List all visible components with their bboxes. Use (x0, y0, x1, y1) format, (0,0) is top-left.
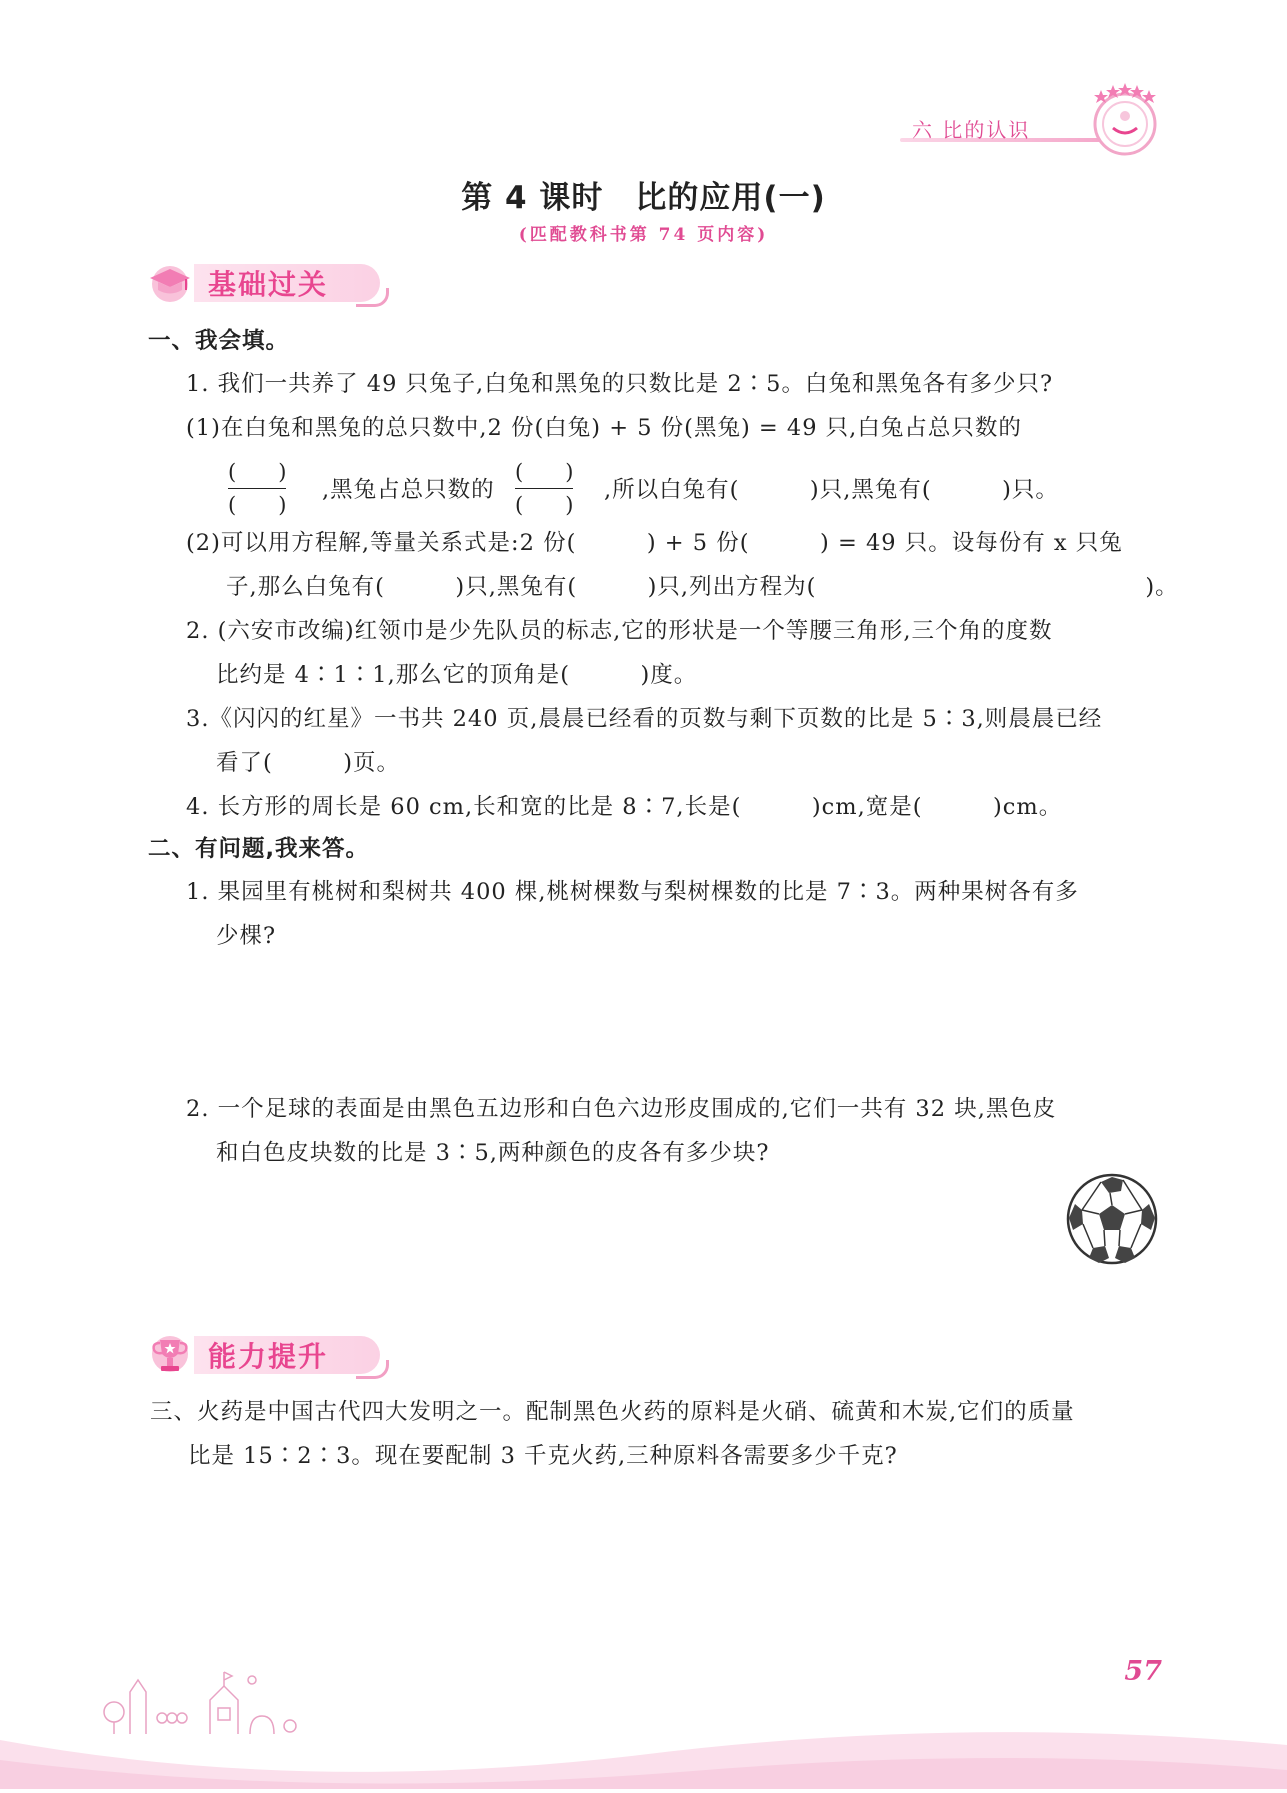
part1-q1-2-line2: 子,那么白兔有( )只,黑兔有( )只,列出方程为( )。 (226, 574, 1179, 600)
fraction-blank-white[interactable]: ( ) ( ) (228, 460, 287, 517)
part2-q1-line1: 1. 果园里有桃树和梨树共 400 棵,桃树棵数与梨树棵数的比是 7∶3。两种果树各有多 (186, 879, 1079, 905)
section-title-advanced: 能力提升 (208, 1340, 329, 1373)
part1-q2-line2: 比约是 4∶1∶1,那么它的顶角是( )度。 (216, 662, 698, 688)
part1-q3-line1: 3.《闪闪的红星》一书共 240 页,晨晨已经看的页数与剩下页数的比是 5∶3,则晨晨已经 (186, 706, 1103, 732)
part3-line2: 比是 15∶2∶3。现在要配制 3 千克火药,三种原料各需要多少千克? (188, 1443, 898, 1469)
part2-q2-line2: 和白色皮块数的比是 3∶5,两种颜色的皮各有多少块? (216, 1140, 770, 1166)
part1-heading: 一、我会填。 (148, 328, 290, 354)
part1-q1-1-line2a: ,黑兔占总只数的 (322, 477, 495, 503)
graduation-cap-icon (146, 260, 194, 304)
part1-q1-2-line1: (2)可以用方程解,等量关系式是:2 份( ) + 5 份( ) = 49 只。设每份有 x 只兔 (186, 530, 1123, 556)
part1-q1: 1. 我们一共养了 49 只兔子,白兔和黑兔的只数比是 2∶5。白兔和黑兔各有多少只? (186, 371, 1054, 397)
soccer-ball-icon (1065, 1172, 1159, 1266)
chapter-tag-label: 六 比的认识 (912, 118, 1031, 142)
part1-q4: 4. 长方形的周长是 60 cm,长和宽的比是 8∶7,长是( )cm,宽是( )cm。 (186, 794, 1063, 820)
section-title-basic: 基础过关 (208, 268, 329, 301)
part1-q1-1-line2b: ,所以白兔有( )只,黑兔有( )只。 (604, 477, 1059, 503)
brand-badge-icon (1085, 80, 1165, 160)
page-number: 57 (1124, 1656, 1162, 1687)
part3-line1: 三、火药是中国古代四大发明之一。配制黑色火药的原料是火硝、硫黄和木炭,它们的质量 (150, 1399, 1075, 1425)
section-banner-advanced (146, 1330, 386, 1378)
fraction-blank-black[interactable]: ( ) ( ) (515, 460, 574, 517)
part1-q2-line1: 2. (六安市改编)红领巾是少先队员的标志,它的形状是一个等腰三角形,三个角的度数 (186, 618, 1053, 644)
part2-heading: 二、有问题,我来答。 (148, 836, 370, 862)
part1-q3-line2: 看了( )页。 (216, 750, 401, 776)
section-banner-basic (146, 258, 386, 306)
trophy-icon (146, 1332, 194, 1376)
part1-q1-1-line1: (1)在白兔和黑兔的总只数中,2 份(白兔) + 5 份(黑兔) = 49 只,白兔占总只数的 (186, 415, 1022, 441)
lesson-subtitle: (匹配教科书第 74 页内容) (518, 225, 769, 245)
part2-q2-line1: 2. 一个足球的表面是由黑色五边形和白色六边形皮围成的,它们一共有 32 块,黑色皮 (186, 1096, 1057, 1122)
footer-town-illustration (100, 1650, 360, 1740)
lesson-title: 第 4 课时 比的应用(一) (461, 180, 826, 216)
part2-q1-line2: 少棵? (216, 923, 277, 949)
